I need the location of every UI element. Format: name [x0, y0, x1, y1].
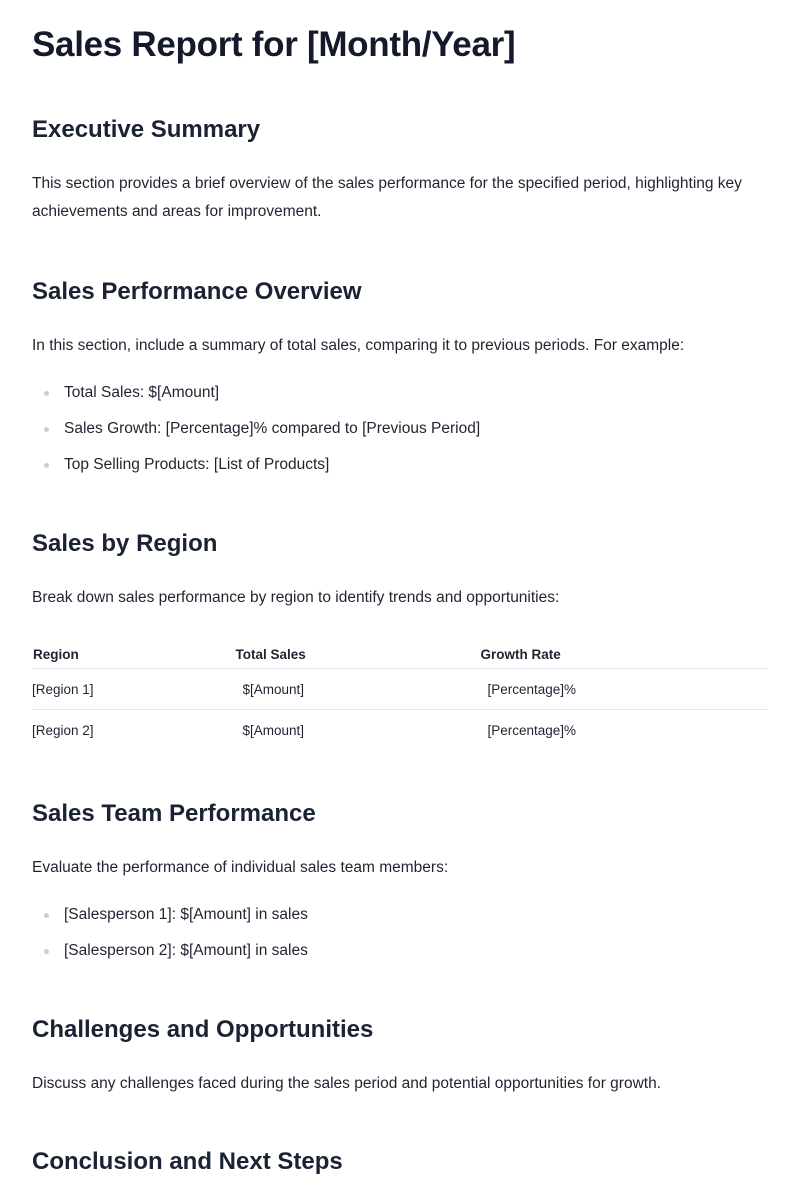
- table-cell: $[Amount]: [236, 669, 481, 710]
- team-performance-list: [32, 904, 768, 976]
- list-item-text: Sales Growth: [Percentage]% compared to [Previous Period]: [64, 420, 481, 437]
- challenges-heading: Challenges and Opportunities: [32, 1016, 374, 1043]
- executive-summary-text: This section provides a brief overview of the sales performance for the specified period, highlighting key achievements and areas for improvement.: [32, 175, 742, 220]
- table-cell: [Percentage]%: [487, 722, 577, 738]
- list-item: [32, 454, 768, 490]
- column-header-region: Region: [32, 640, 236, 669]
- table-row: [32, 710, 768, 751]
- table-header-row: [32, 640, 768, 669]
- table-cell: [Region 1]: [32, 669, 236, 710]
- bullet-icon: [44, 391, 49, 396]
- column-header-growth-rate: Growth Rate: [480, 640, 768, 669]
- executive-summary-heading: Executive Summary: [32, 116, 261, 143]
- list-item: [32, 904, 768, 940]
- table-row: [32, 669, 768, 710]
- list-item-text: Top Selling Products: [List of Products]: [64, 456, 330, 473]
- table-cell: $[Amount]: [242, 722, 305, 738]
- by-region-heading: Sales by Region: [32, 530, 218, 557]
- list-item-text: Total Sales: $[Amount]: [64, 384, 220, 401]
- by-region-text: Break down sales performance by region to identify trends and opportunities:: [32, 589, 560, 606]
- bullet-icon: [44, 427, 49, 432]
- list-item: [32, 418, 768, 454]
- bullet-icon: [44, 463, 49, 468]
- page-title: Sales Report for [Month/Year]: [32, 25, 516, 64]
- list-item-text: [Salesperson 2]: $[Amount] in sales: [64, 942, 308, 959]
- performance-overview-text: In this section, include a summary of total sales, comparing it to previous periods. For example:: [32, 337, 685, 354]
- list-item: [32, 940, 768, 976]
- region-table: [32, 640, 768, 750]
- team-performance-text: Evaluate the performance of individual sales team members:: [32, 859, 449, 876]
- performance-overview-list: [32, 382, 768, 490]
- column-header-total-sales: Total Sales: [236, 640, 481, 669]
- list-item: [32, 382, 768, 418]
- list-item-text: [Salesperson 1]: $[Amount] in sales: [64, 906, 308, 923]
- table-cell: [Region 2]: [32, 722, 94, 738]
- bullet-icon: [44, 949, 49, 954]
- bullet-icon: [44, 913, 49, 918]
- challenges-text: Discuss any challenges faced during the sales period and potential opportunities for growth.: [32, 1075, 661, 1092]
- performance-overview-heading: Sales Performance Overview: [32, 278, 362, 305]
- conclusion-heading: Conclusion and Next Steps: [32, 1148, 343, 1175]
- team-performance-heading: Sales Team Performance: [32, 800, 316, 827]
- table-cell: [Percentage]%: [480, 669, 768, 710]
